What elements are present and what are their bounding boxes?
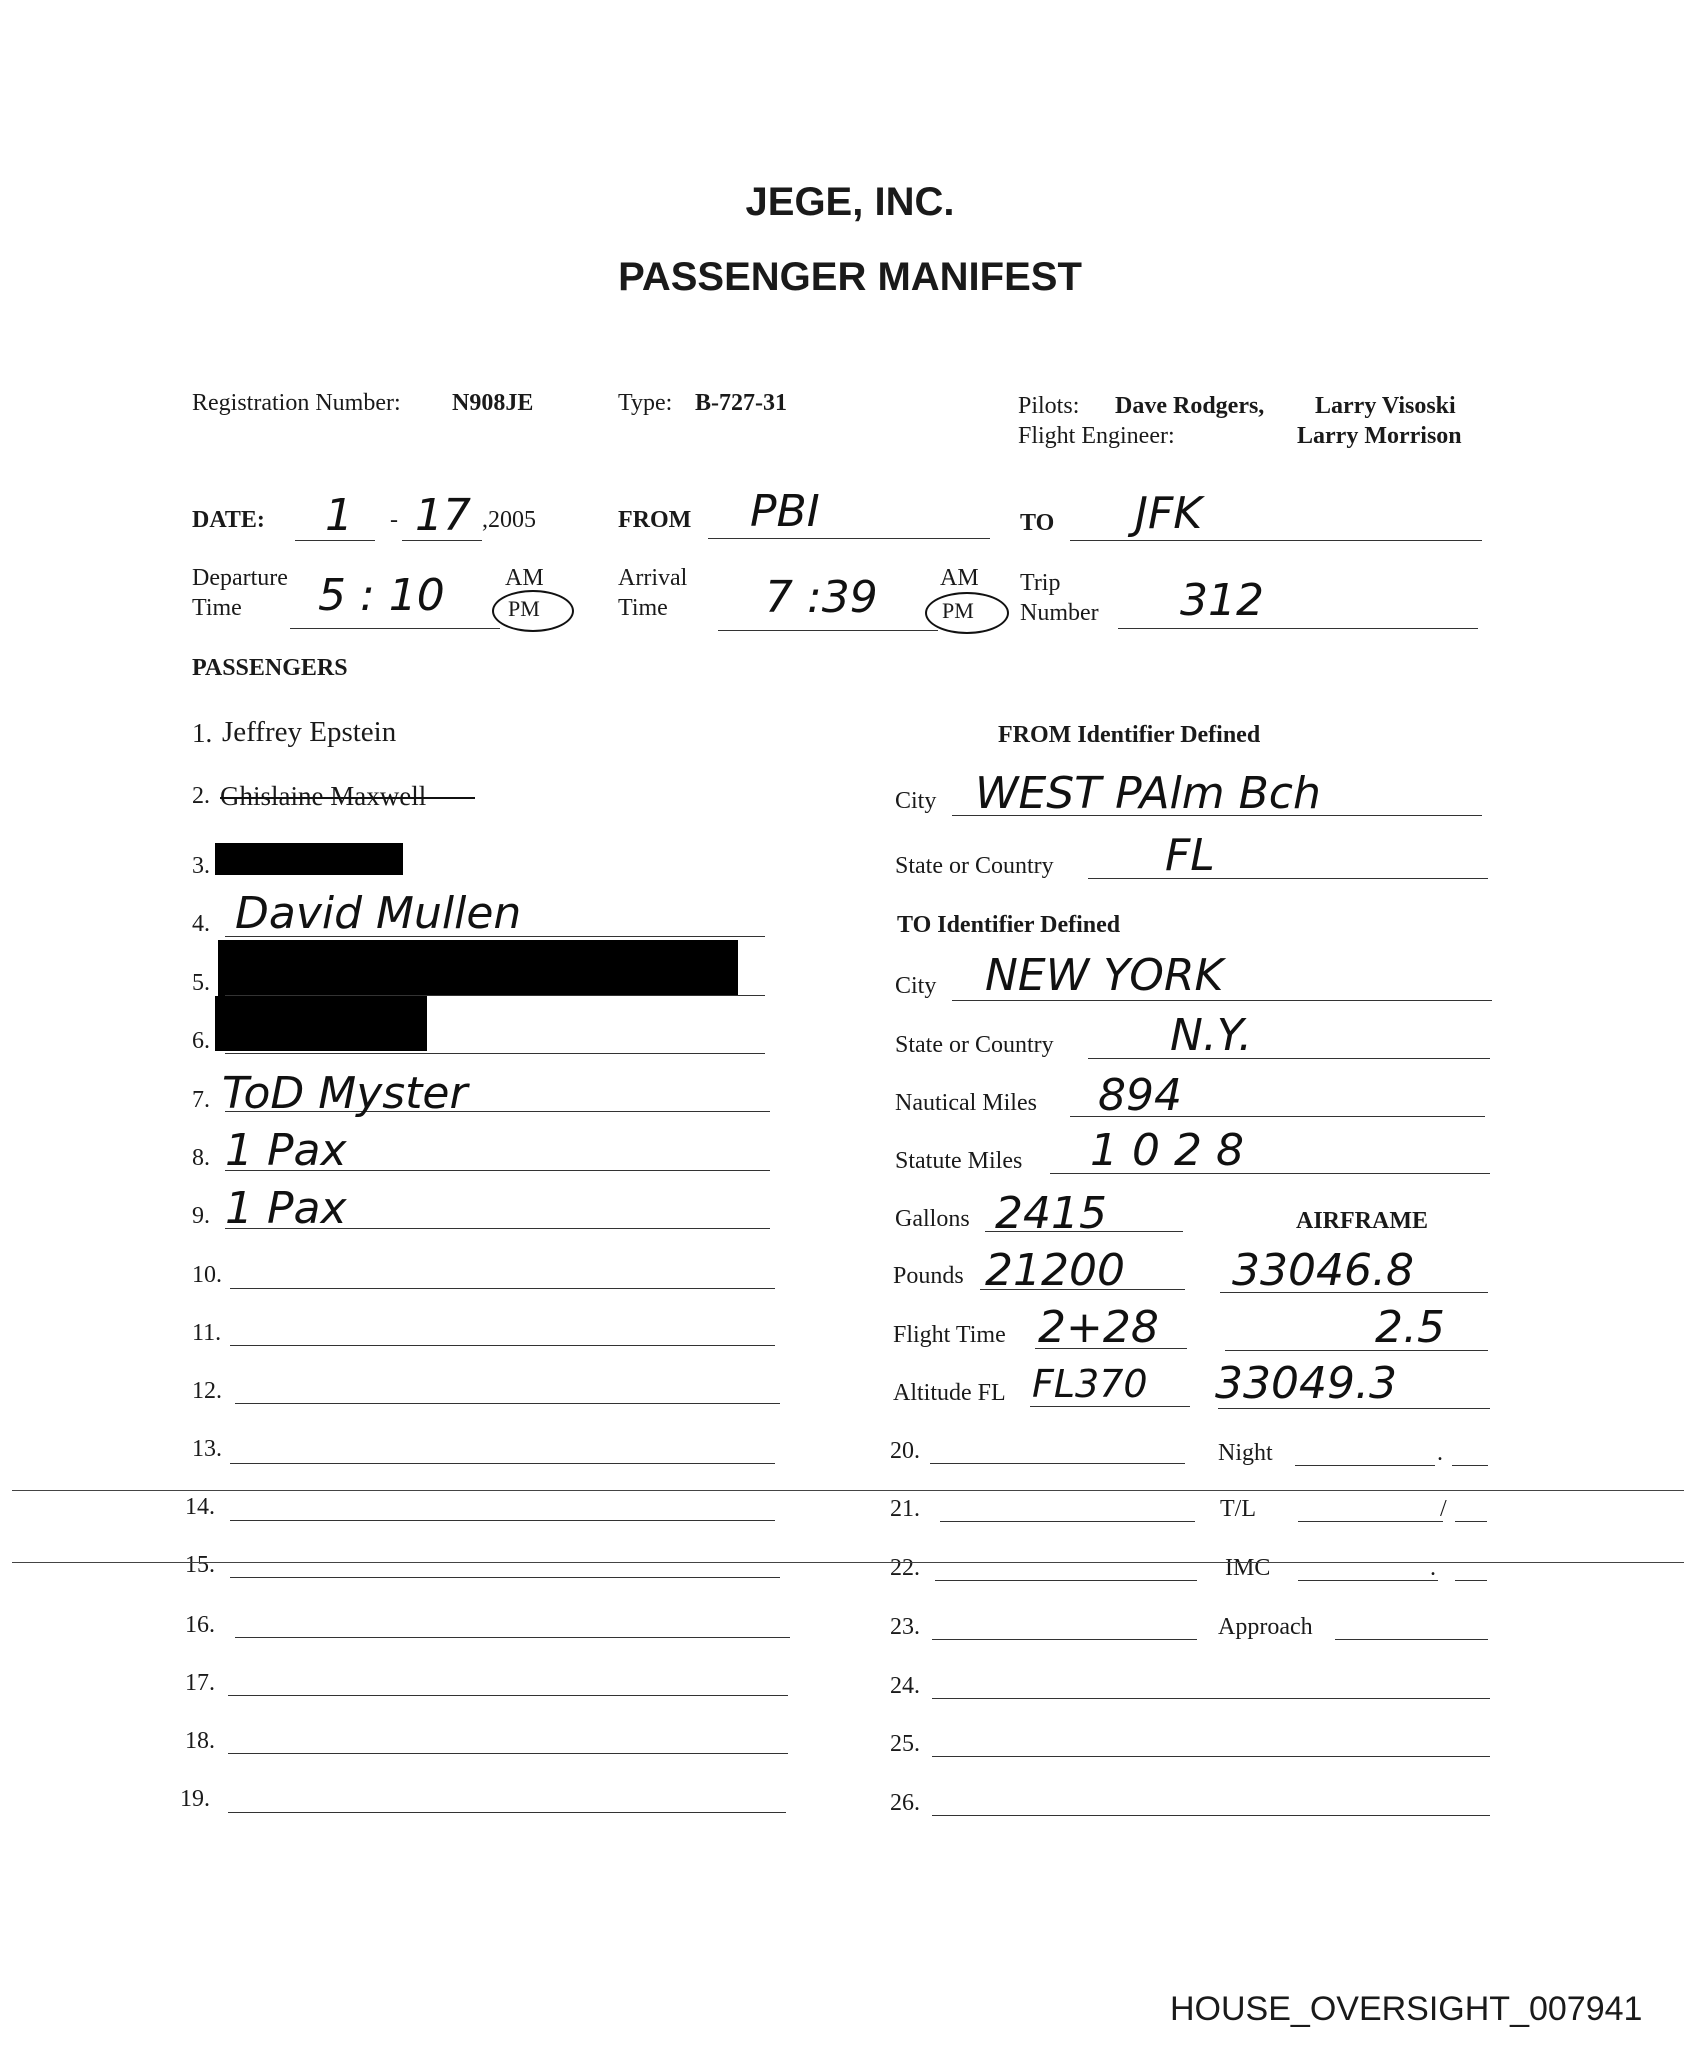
separator: . bbox=[1430, 1555, 1436, 1581]
row-number: 22. bbox=[890, 1555, 920, 1581]
from-state-label: State or Country bbox=[895, 853, 1054, 879]
nautical-label: Nautical Miles bbox=[895, 1090, 1037, 1116]
separator: . bbox=[1437, 1440, 1443, 1466]
row-number: 26. bbox=[890, 1790, 920, 1816]
tl-label: T/L bbox=[1220, 1496, 1256, 1522]
to-label: TO bbox=[1020, 510, 1055, 536]
trip-label: Trip bbox=[1020, 570, 1061, 596]
arrival-label: Arrival bbox=[618, 565, 688, 591]
row-number: 1. bbox=[192, 718, 213, 748]
row-number: 5. bbox=[192, 970, 210, 996]
from-city-value: WEST PAlm Bch bbox=[975, 768, 1321, 819]
row-number: 13. bbox=[192, 1436, 222, 1462]
passenger-handwritten: 1 Pax bbox=[225, 1183, 347, 1234]
arrival-am: AM bbox=[940, 565, 979, 591]
date-day: 17 bbox=[415, 490, 471, 541]
pilot-2: Larry Visoski bbox=[1315, 393, 1456, 419]
to-identifier-heading: TO Identifier Defined bbox=[897, 912, 1121, 938]
departure-am: AM bbox=[505, 565, 544, 591]
departure-pm: PM bbox=[508, 596, 540, 621]
date-label: DATE: bbox=[192, 507, 265, 533]
date-year: ,2005 bbox=[482, 507, 536, 533]
row-number: 9. bbox=[192, 1203, 210, 1229]
to-state-label: State or Country bbox=[895, 1032, 1054, 1058]
statute-label: Statute Miles bbox=[895, 1148, 1023, 1174]
date-month: 1 bbox=[325, 490, 353, 541]
pounds-label: Pounds bbox=[893, 1263, 964, 1289]
nautical-value: 894 bbox=[1098, 1070, 1182, 1121]
arrival-pm: PM bbox=[942, 598, 974, 623]
from-label: FROM bbox=[618, 507, 692, 533]
row-number: 19. bbox=[180, 1786, 210, 1812]
passenger-name-struck: Ghislaine Maxwell bbox=[220, 781, 427, 811]
row-number: 2. bbox=[192, 783, 210, 809]
from-state-value: FL bbox=[1165, 830, 1215, 881]
row-number: 6. bbox=[192, 1028, 210, 1054]
from-city-label: City bbox=[895, 788, 937, 814]
to-state-value: N.Y. bbox=[1170, 1010, 1253, 1061]
registration-label: Registration Number: bbox=[192, 390, 401, 416]
gallons-label: Gallons bbox=[895, 1206, 970, 1232]
pilots-label: Pilots: bbox=[1018, 393, 1080, 419]
trip-number: 312 bbox=[1180, 575, 1264, 626]
row-number: 10. bbox=[192, 1262, 222, 1288]
altitude-value: FL370 bbox=[1032, 1362, 1148, 1406]
redaction-box bbox=[218, 940, 738, 996]
to-city-value: NEW YORK bbox=[985, 950, 1224, 1001]
departure-time: 5 : 10 bbox=[318, 570, 445, 621]
pounds-value: 21200 bbox=[985, 1245, 1125, 1296]
type-label: Type: bbox=[618, 390, 673, 416]
row-number: 7. bbox=[192, 1087, 210, 1113]
row-number: 3. bbox=[192, 853, 210, 879]
passengers-heading: PASSENGERS bbox=[192, 655, 348, 681]
airframe-value-2: 2.5 bbox=[1375, 1302, 1445, 1353]
departure-label: Departure bbox=[192, 565, 288, 591]
row-number: 24. bbox=[890, 1673, 920, 1699]
page-title: PASSENGER MANIFEST bbox=[618, 255, 1082, 299]
row-number: 4. bbox=[192, 911, 210, 937]
separator: / bbox=[1440, 1496, 1447, 1522]
airframe-value-3: 33049.3 bbox=[1215, 1358, 1397, 1409]
row-number: 18. bbox=[185, 1728, 215, 1754]
to-city-label: City bbox=[895, 973, 937, 999]
pilot-1: Dave Rodgers, bbox=[1115, 393, 1265, 419]
registration-value: N908JE bbox=[452, 390, 534, 416]
gallons-value: 2415 bbox=[995, 1188, 1107, 1239]
row-number: 12. bbox=[192, 1378, 222, 1404]
engineer-value: Larry Morrison bbox=[1297, 423, 1462, 449]
redaction-box bbox=[215, 996, 427, 1051]
row-number: 16. bbox=[185, 1612, 215, 1638]
redaction-box bbox=[215, 843, 403, 875]
row-number: 21. bbox=[890, 1496, 920, 1522]
scan-line bbox=[12, 1562, 1684, 1563]
night-label: Night bbox=[1218, 1440, 1273, 1466]
row-number: 17. bbox=[185, 1670, 215, 1696]
flight-time-value: 2+28 bbox=[1038, 1302, 1159, 1353]
flight-time-label: Flight Time bbox=[893, 1322, 1006, 1348]
arrival-label-2: Time bbox=[618, 595, 668, 621]
row-number: 20. bbox=[890, 1438, 920, 1464]
from-value: PBI bbox=[750, 486, 820, 537]
altitude-label: Altitude FL bbox=[893, 1380, 1006, 1406]
scan-line bbox=[12, 1490, 1684, 1491]
from-identifier-heading: FROM Identifier Defined bbox=[998, 722, 1261, 748]
to-value: JFK bbox=[1135, 488, 1203, 539]
statute-value: 1028 bbox=[1090, 1125, 1258, 1176]
bates-number: HOUSE_OVERSIGHT_007941 bbox=[1170, 1990, 1643, 2028]
date-sep: - bbox=[390, 507, 398, 533]
row-number: 25. bbox=[890, 1731, 920, 1757]
airframe-value-1: 33046.8 bbox=[1232, 1245, 1414, 1296]
imc-label: IMC bbox=[1225, 1555, 1271, 1581]
row-number: 14. bbox=[185, 1494, 215, 1520]
row-number: 15. bbox=[185, 1552, 215, 1578]
arrival-time: 7 :39 bbox=[765, 572, 878, 623]
row-number: 23. bbox=[890, 1614, 920, 1640]
passenger-handwritten: David Mullen bbox=[235, 888, 522, 939]
passenger-handwritten: ToD Myster bbox=[222, 1068, 468, 1119]
engineer-label: Flight Engineer: bbox=[1018, 423, 1175, 449]
airframe-heading: AIRFRAME bbox=[1296, 1208, 1428, 1234]
row-number: 11. bbox=[192, 1320, 222, 1346]
passenger-name: Jeffrey Epstein bbox=[222, 716, 397, 748]
passenger-handwritten: 1 Pax bbox=[225, 1125, 347, 1176]
company-name: JEGE, INC. bbox=[745, 180, 955, 224]
row-number: 8. bbox=[192, 1145, 210, 1171]
departure-label-2: Time bbox=[192, 595, 242, 621]
approach-label: Approach bbox=[1218, 1614, 1313, 1640]
type-value: B-727-31 bbox=[695, 390, 787, 416]
trip-label-2: Number bbox=[1020, 600, 1099, 626]
